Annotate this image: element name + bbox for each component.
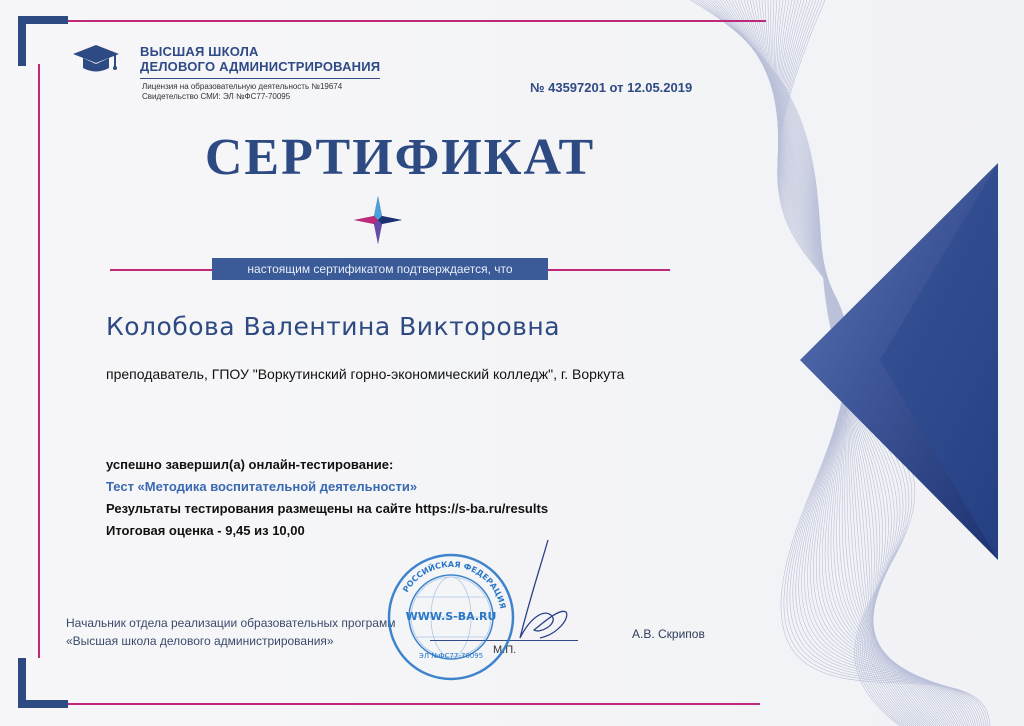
test-name: Тест «Методика воспитательной деятельности» xyxy=(106,479,418,494)
stamp-reg-text: ЭЛ №ФС77-70095 xyxy=(418,652,484,660)
signer-role-line2: «Высшая школа делового администрирования» xyxy=(66,634,334,648)
frame-corner-bottom-left-v xyxy=(18,658,26,708)
results-text: Результаты тестирования размещены на сайте https://s-ba.ru/results xyxy=(106,501,549,516)
org-name-line1: ВЫСШАЯ ШКОЛА xyxy=(140,44,259,59)
frame-corner-top-left-v xyxy=(18,16,26,66)
graduation-cap-icon xyxy=(72,43,120,77)
signer-role-line1: Начальник отдела реализации образовательных программ xyxy=(66,616,396,630)
org-name xyxy=(140,44,380,74)
completion-text: успешно завершил(а) онлайн-тестирование: xyxy=(106,457,394,472)
recipient-name: Колобова Валентина Викторовна xyxy=(106,312,561,341)
license-text: Лицензия на образовательную деятельность №19674 xyxy=(142,82,343,91)
svg-text:РОССИЙСКАЯ ФЕДЕРАЦИЯ xyxy=(401,560,507,610)
handwritten-signature xyxy=(500,538,580,648)
frame-top-line xyxy=(66,20,766,22)
org-details xyxy=(142,82,342,101)
certificate-title: СЕРТИФИКАТ xyxy=(204,129,596,186)
stamp-ring-text: РОССИЙСКАЯ ФЕДЕРАЦИЯ xyxy=(401,559,508,610)
stamp-seal xyxy=(386,552,516,682)
confirm-text: настоящим сертификатом подтверждается, что xyxy=(212,258,548,280)
star-emblem-icon xyxy=(352,194,404,246)
signer-role xyxy=(66,614,395,650)
stamp-center-text: WWW.S-BA.RU xyxy=(405,610,497,623)
certificate-number: № 43597201 от 12.05.2019 xyxy=(530,80,693,95)
org-underline xyxy=(140,78,380,79)
recipient-position: преподаватель, ГПОУ "Воркутинский горно-экономический колледж", г. Воркута xyxy=(106,366,625,382)
frame-bottom-line xyxy=(60,703,760,705)
signer-name: А.В. Скрипов xyxy=(632,627,705,641)
stamp-place-mark: М.П. xyxy=(493,644,517,656)
final-score: Итоговая оценка - 9,45 из 10,00 xyxy=(106,523,305,538)
media-text: Свидетельство СМИ: ЭЛ №ФС77-70095 xyxy=(142,91,291,101)
org-name-line2: ДЕЛОВОГО АДМИНИСТРИРОВАНИЯ xyxy=(140,59,381,74)
